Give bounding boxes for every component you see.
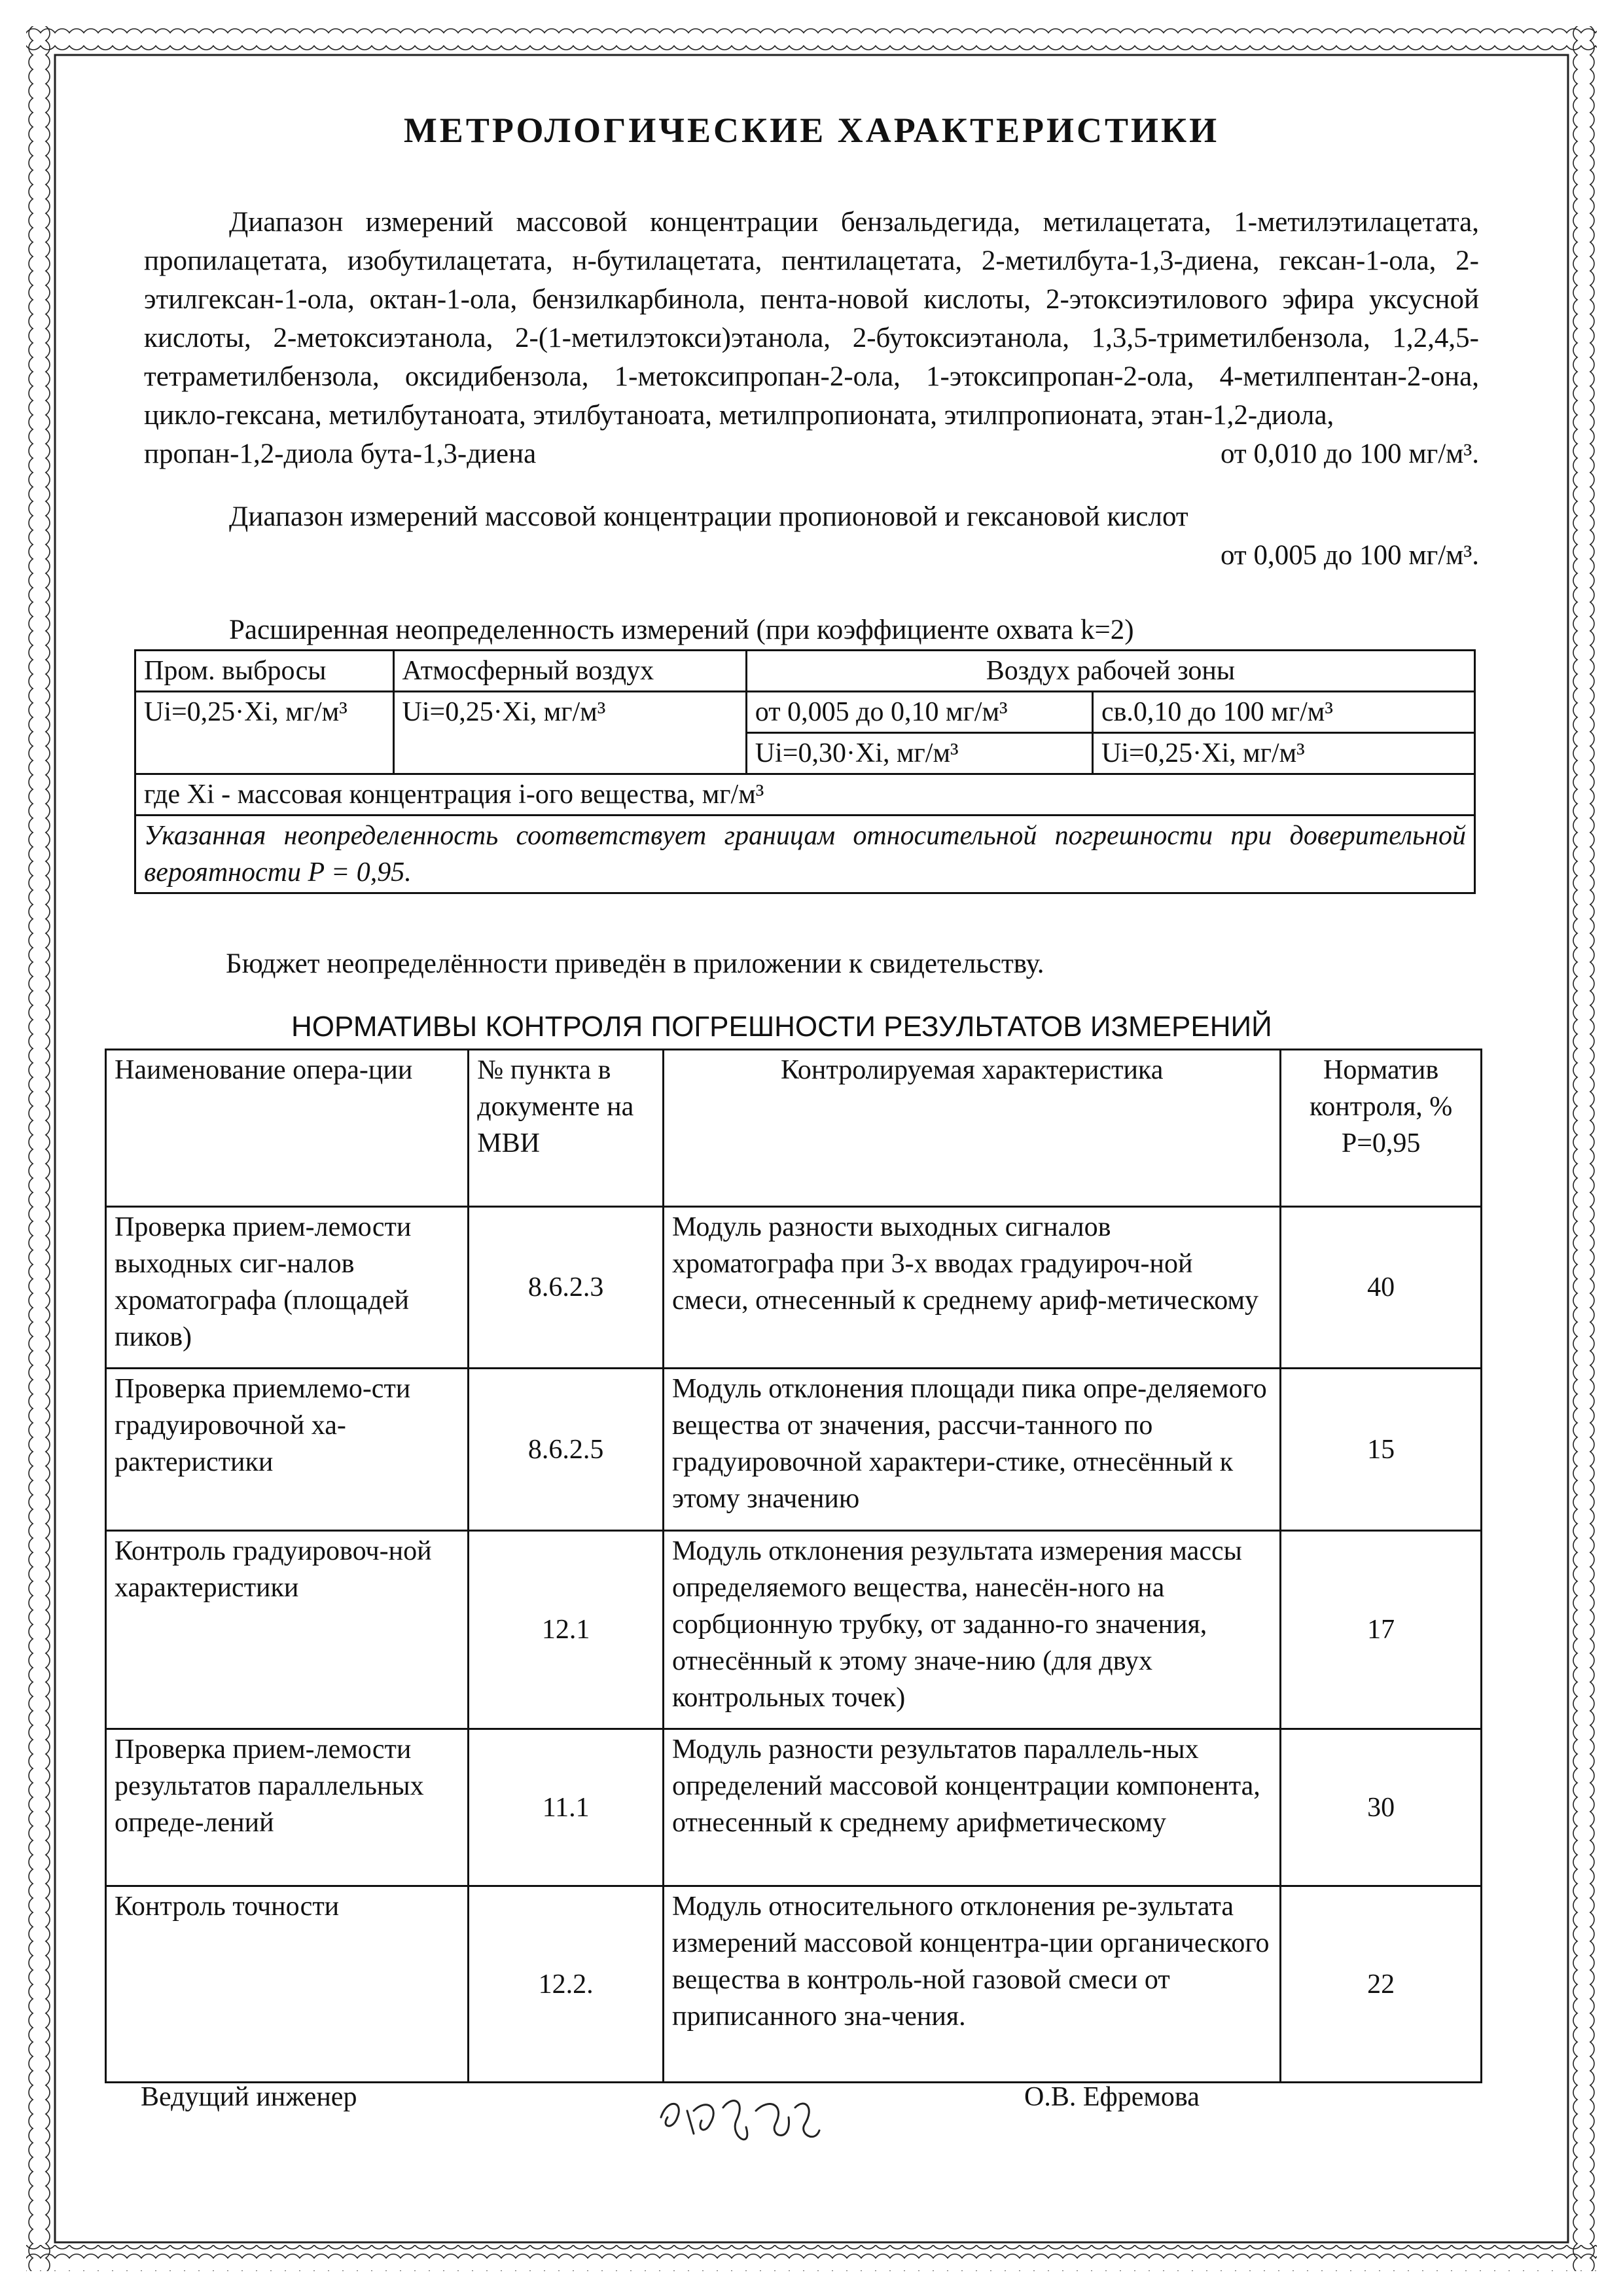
row-operation: Контроль градуировоч-ной характеристики: [106, 1531, 469, 1729]
row-item: 12.2.: [469, 1886, 664, 2083]
row-characteristic: Модуль разности выходных сигналов хроматографа при 3-х вводах градуироч-ной смеси, отнесенный к среднему ариф-метическому: [664, 1207, 1281, 1369]
table-row: [106, 1729, 1482, 1886]
uncertainty-caption: Расширенная неопределенность измерений (при коэффициенте охвата k=2): [229, 615, 1134, 645]
handwritten-signature: [648, 2072, 831, 2166]
row-item: 8.6.2.3: [469, 1207, 664, 1369]
table-row: [106, 1369, 1482, 1531]
row-characteristic: Модуль разности результатов параллель-ных определений массовой концентрации компонента, отнесенный к среднему арифметическому: [664, 1729, 1281, 1886]
page-title: МЕТРОЛОГИЧЕСКИЕ ХАРАКТЕРИСТИКИ: [403, 111, 1220, 150]
formula-low: Ui=0,30·Xi, мг/м³: [746, 733, 1092, 774]
table-row: [106, 1531, 1482, 1729]
formula-high: Ui=0,25·Xi, мг/м³: [1092, 733, 1474, 774]
row-item: 8.6.2.5: [469, 1369, 664, 1531]
row-norm: 22: [1281, 1886, 1482, 2083]
norms-table: [105, 1049, 1482, 2083]
range-paragraph-2: [144, 497, 1479, 575]
range-high: св.0,10 до 100 мг/м³: [1092, 692, 1474, 733]
table-row: [106, 1886, 1482, 2083]
range1-last-line: [144, 435, 1479, 473]
range1-value: от 0,010 до 100 мг/м³.: [1221, 439, 1479, 469]
range1-last-substances: пропан-1,2-диола бута-1,3-диена: [144, 439, 537, 469]
row-characteristic: Модуль отклонения площади пика опре-деляемого вещества от значения, рассчи-танного по градуировочной характери-стике, отнесённый к этому значению: [664, 1369, 1281, 1531]
range-paragraph-1: [144, 203, 1479, 473]
row-norm: 30: [1281, 1729, 1482, 1886]
signer-position: Ведущий инженер: [141, 2082, 357, 2112]
header-atmospheric-air: Атмосферный воздух: [393, 651, 746, 692]
row-norm: 17: [1281, 1531, 1482, 1729]
row-norm: 15: [1281, 1369, 1482, 1531]
row-operation: Контроль точности: [106, 1886, 469, 2083]
range2-value: от 0,005 до 100 мг/м³.: [1221, 540, 1479, 571]
norms-caption: НОРМАТИВЫ КОНТРОЛЯ ПОГРЕШНОСТИ РЕЗУЛЬТАТОВ ИЗМЕРЕНИЙ: [291, 1011, 1272, 1043]
formula-industrial: Ui=0,25·Xi, мг/м³: [135, 692, 394, 774]
range1-text: Диапазон измерений массовой концентрации бензальдегида, метилацетата, 1-метилэтилацетата, пропилацетата, изобутилацетата, н-бутилацетата, пентилацетата, 2-метилбута-1,3-диена, гексан-1-ола, 2-этилгексан-1-ола, октан-1-ола, бензилкарбинола, пента-новой кислоты, 2-этоксиэтилового эфира уксусной кислоты, 2-метоксиэтанола, 2-(1-метилэтокси)этанола, 2-бутоксиэтанола, 1,3,5-триметилбензола, 1,2,4,5-тетраметилбензола, оксидибензола, 1-метоксипропан-2-ола, 1-этоксипропан-2-ола, 4-метилпентан-2-она, цикло-гексана, метилбутаноата, этилбутаноата, метилпропионата, этилпропионата, этан-1,2-диола,: [144, 207, 1479, 431]
row-norm: 40: [1281, 1207, 1482, 1369]
header-norm: Норматив контроля, % P=0,95: [1281, 1050, 1482, 1207]
row-operation: Проверка прием-лемости результатов параллельных опреде-лений: [106, 1729, 469, 1886]
confidence-note: [135, 816, 1475, 893]
header-operation: Наименование опера-ции: [106, 1050, 469, 1207]
uncertainty-table: [134, 649, 1476, 894]
range-low: от 0,005 до 0,10 мг/м³: [746, 692, 1092, 733]
row-operation: Проверка прием-лемости выходных сиг-налов хроматографа (площадей пиков): [106, 1207, 469, 1369]
header-characteristic: Контролируемая характеристика: [664, 1050, 1281, 1207]
row-item: 12.1: [469, 1531, 664, 1729]
confidence-note-text: Указанная неопределенность соответствует границам относительной погрешности при доверительной вероятности P = 0,95.: [144, 821, 1466, 888]
signer-name: О.В. Ефремова: [1024, 2082, 1200, 2112]
formula-atmospheric: Ui=0,25·Xi, мг/м³: [393, 692, 746, 774]
row-characteristic: Модуль отклонения результата измерения массы определяемого вещества, нанесён-ного на сорбционную трубку, от заданно-го значения, отнесённый к этому значе-нию (для двух контрольных точек): [664, 1531, 1281, 1729]
row-operation: Проверка приемлемо-сти градуировочной ха-рактеристики: [106, 1369, 469, 1531]
header-item: № пункта в документе на МВИ: [469, 1050, 664, 1207]
header-industrial-emissions: Пром. выбросы: [135, 651, 394, 692]
budget-note: Бюджет неопределённости приведён в приложении к свидетельству.: [226, 948, 1044, 979]
row-item: 11.1: [469, 1729, 664, 1886]
range2-text: Диапазон измерений массовой концентрации пропионовой и гексановой кислот: [229, 501, 1188, 532]
where-note: где Xi - массовая концентрация i-ого вещества, мг/м³: [135, 774, 1475, 816]
row-characteristic: Модуль относительного отклонения ре-зультата измерений массовой концентра-ции органического вещества в контроль-ной газовой смеси от приписанного зна-чения.: [664, 1886, 1281, 2083]
table-row: [106, 1207, 1482, 1369]
header-workzone-air: Воздух рабочей зоны: [746, 651, 1474, 692]
